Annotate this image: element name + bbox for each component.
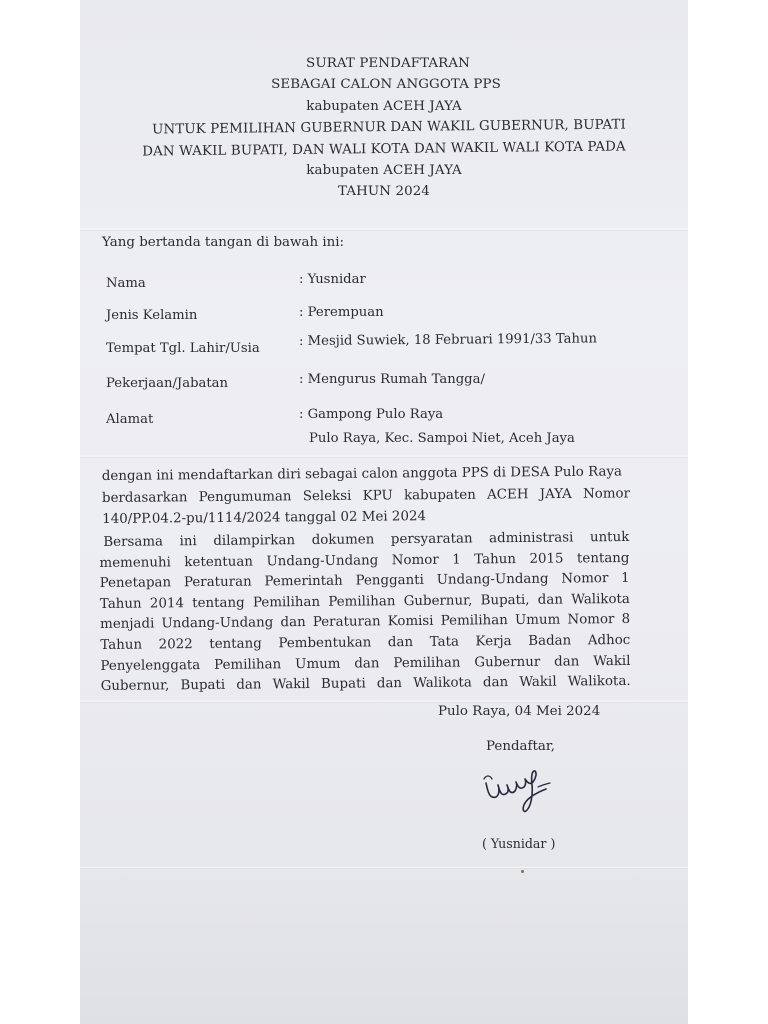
document-page <box>80 0 688 1024</box>
field-label-nama: Nama <box>106 276 146 291</box>
paper-fold <box>80 866 688 869</box>
title-line: SURAT PENDAFTARAN <box>306 56 470 71</box>
signer-name: ( Yusnidar ) <box>482 836 556 851</box>
paper-fold <box>80 455 688 458</box>
paragraph-line: berdasarkan Pengumuman Seleksi KPU kabupaten ACEH JAYA Nomor <box>101 485 631 506</box>
paper-fold <box>80 700 688 703</box>
title-line: UNTUK PEMILIHAN GUBERNUR DAN WAKIL GUBERNUR, BUPATI <box>152 117 626 138</box>
paragraph-line: Tahun 2022 tentang Pembentukan dan Tata Kerja Badan Adhoc <box>100 632 631 653</box>
field-label-pekerjaan: Pekerjaan/Jabatan <box>106 376 229 391</box>
paper-fold <box>80 228 688 231</box>
paragraph-line: Penyelenggata Pemilihan Umum dan Pemilihan Gubernur dan Wakil <box>100 653 631 674</box>
title-line: DAN WAKIL BUPATI, DAN WALI KOTA DAN WAKIL WALI KOTA PADA <box>142 139 626 160</box>
field-value-pekerjaan: : Mengurus Rumah Tangga/ <box>299 372 485 387</box>
intro-text: Yang bertanda tangan di bawah ini: <box>102 235 345 250</box>
paragraph-line: Tahun 2014 tentang Pemilihan Pemilihan Gubernur, Bupati, dan Walikota <box>99 591 630 612</box>
paragraph-line: Gubernur, Bupati dan Wakil Bupati dan Walikota dan Wakil Walikota. <box>100 674 631 695</box>
paragraph-line: menjadi Undang-Undang dan Peraturan Komisi Pemilihan Umum Nomor 8 <box>100 612 631 633</box>
paragraph-line: Bersama ini dilampirkan dokumen persyaratan administrasi untuk <box>103 529 630 550</box>
paragraph-registration <box>102 466 630 531</box>
paragraph-attachments <box>99 529 631 698</box>
place-date: Pulo Raya, 04 Mei 2024 <box>438 704 601 719</box>
field-value-nama: : Yusnidar <box>299 272 366 287</box>
handwritten-signature <box>480 763 560 815</box>
paper-speck <box>521 870 524 873</box>
field-value-jenis-kelamin: : Perempuan <box>299 305 384 320</box>
paragraph-line: 140/PP.04.2-pu/1114/2024 tanggal 02 Mei 2024 <box>102 509 427 527</box>
paragraph-line: memenuhi ketentuan Undang-Undang Nomor 1 Tahun 2015 tentang <box>99 550 630 571</box>
field-label-jenis-kelamin: Jenis Kelamin <box>106 308 198 323</box>
title-line: kabupaten ACEH JAYA <box>306 98 462 114</box>
field-label-alamat: Alamat <box>106 412 154 427</box>
field-label-tempat-tgl-lahir: Tempat Tgl. Lahir/Usia <box>106 341 260 356</box>
paragraph-line: Penetapan Peraturan Pemerintah Pengganti Undang-Undang Nomor 1 <box>99 571 630 592</box>
document-title <box>80 53 688 203</box>
paragraph-line: dengan ini mendaftarkan diri sebagai calon anggota PPS di DESA Pulo Raya <box>101 464 623 485</box>
field-value-alamat: : Gampong Pulo Raya <box>299 407 444 422</box>
field-value-alamat-line2: Pulo Raya, Kec. Sampoi Niet, Aceh Jaya <box>309 431 575 446</box>
title-line: TAHUN 2024 <box>338 184 430 200</box>
field-value-tempat-tgl-lahir: : Mesjid Suwiek, 18 Februari 1991/33 Tahun <box>298 331 598 349</box>
signer-role: Pendaftar, <box>486 739 556 754</box>
title-line: SEBAGAI CALON ANGGOTA PPS <box>271 77 501 93</box>
title-line: kabupaten ACEH JAYA <box>306 163 462 179</box>
